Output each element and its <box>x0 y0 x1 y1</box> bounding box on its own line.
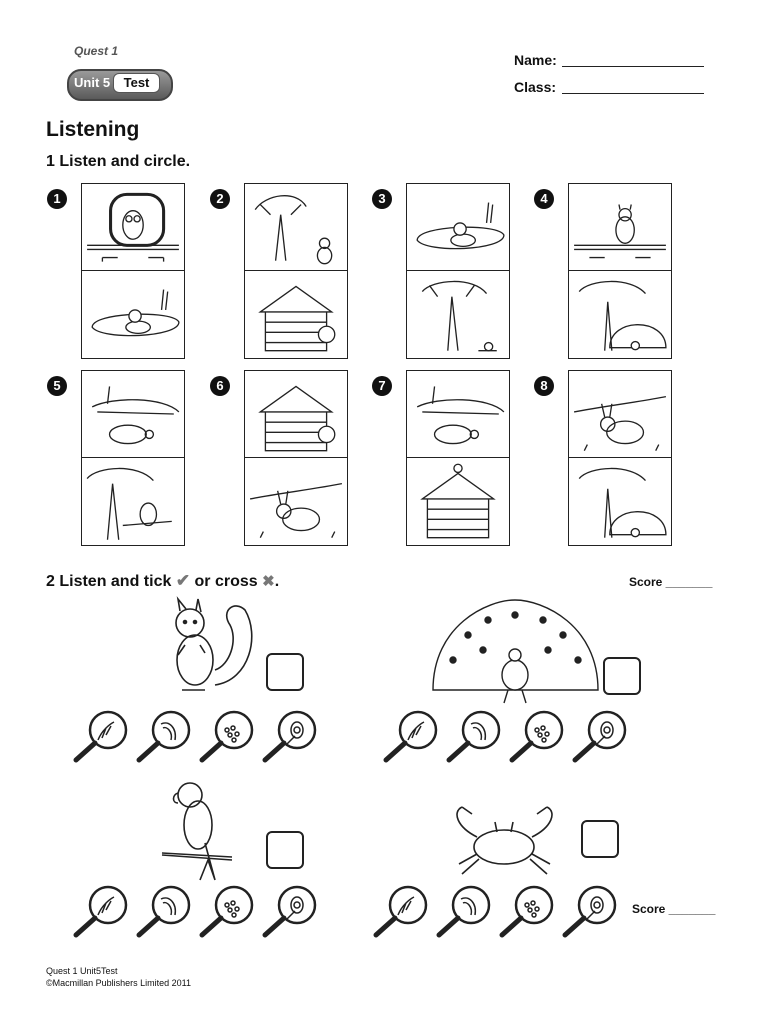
magnifier-feather <box>70 885 130 940</box>
name-field[interactable] <box>562 66 704 67</box>
parrot-picture <box>160 775 235 885</box>
answer-box-parrot[interactable] <box>266 831 304 869</box>
picture-option-bottom[interactable] <box>406 270 510 359</box>
check-icon: ✔ <box>175 571 191 590</box>
magnifier-peacock-feather <box>559 885 619 940</box>
picture-option-bottom[interactable] <box>568 270 672 359</box>
exercise2-title-start: 2 Listen and tick <box>46 573 172 590</box>
squirrel-picture <box>160 595 260 700</box>
item-number: 2 <box>210 189 230 209</box>
answer-box-peacock[interactable] <box>603 657 641 695</box>
unit-label: Unit 5 <box>74 75 111 90</box>
footer-copyright: ©Macmillan Publishers Limited 2011 <box>46 978 192 988</box>
magnifier-fur <box>133 885 193 940</box>
magnifier-feather <box>380 710 440 765</box>
picture-option-bottom[interactable] <box>244 457 348 546</box>
magnifier-peacock-feather <box>259 710 319 765</box>
magnifier-scales <box>196 710 256 765</box>
picture-option-top[interactable] <box>406 370 510 459</box>
class-field[interactable] <box>562 93 704 94</box>
answer-box-crab[interactable] <box>581 820 619 858</box>
picture-option-bottom[interactable] <box>81 270 185 359</box>
answer-box-squirrel[interactable] <box>266 653 304 691</box>
class-label: Class: <box>514 79 557 95</box>
item-number: 7 <box>372 376 392 396</box>
item-number: 6 <box>210 376 230 396</box>
exercise1-title: 1 Listen and circle. <box>46 153 191 170</box>
picture-option-top[interactable] <box>81 183 185 272</box>
section-title: Listening <box>46 118 140 141</box>
magnifier-feather <box>70 710 130 765</box>
exercise2-title-end: . <box>274 573 280 590</box>
item-number: 4 <box>534 189 554 209</box>
item-number: 3 <box>372 189 392 209</box>
score-label-top: Score _______ <box>629 575 713 589</box>
picture-option-bottom[interactable] <box>406 457 510 546</box>
picture-option-top[interactable] <box>244 183 348 272</box>
cross-icon: ✖ <box>262 573 275 590</box>
picture-option-top[interactable] <box>568 183 672 272</box>
magnifier-peacock-feather <box>259 885 319 940</box>
series-logo: Quest 1 <box>74 44 119 58</box>
magnifier-peacock-feather <box>569 710 629 765</box>
picture-option-top[interactable] <box>406 183 510 272</box>
test-label: Test <box>113 73 160 93</box>
item-number: 8 <box>534 376 554 396</box>
exercise2-title-middle: or cross <box>194 573 258 590</box>
picture-option-top[interactable] <box>568 370 672 459</box>
picture-option-top[interactable] <box>81 370 185 459</box>
crab-picture <box>447 802 562 882</box>
magnifier-feather <box>370 885 430 940</box>
name-label: Name: <box>514 52 557 68</box>
magnifier-fur <box>433 885 493 940</box>
picture-option-bottom[interactable] <box>568 457 672 546</box>
item-number: 5 <box>47 376 67 396</box>
magnifier-scales <box>496 885 556 940</box>
magnifier-scales <box>196 885 256 940</box>
item-number: 1 <box>47 189 67 209</box>
exercise2-title <box>46 571 279 591</box>
magnifier-fur <box>133 710 193 765</box>
peacock-picture <box>428 595 603 705</box>
footer-series: Quest 1 Unit5Test <box>46 966 118 976</box>
picture-option-top[interactable] <box>244 370 348 459</box>
score-label-bottom: Score _______ <box>632 902 716 916</box>
magnifier-fur <box>443 710 503 765</box>
picture-option-bottom[interactable] <box>244 270 348 359</box>
magnifier-scales <box>506 710 566 765</box>
picture-option-bottom[interactable] <box>81 457 185 546</box>
